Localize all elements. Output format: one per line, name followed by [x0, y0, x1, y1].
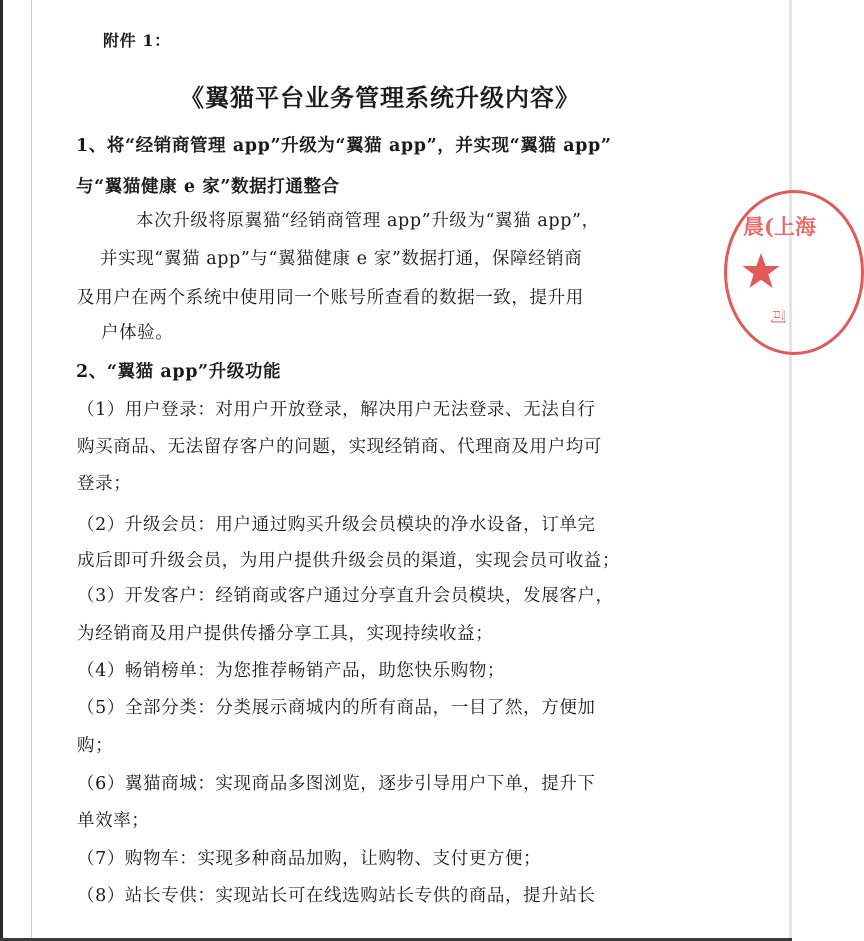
section1-body-line: 及用户在两个系统中使用同一个账号所查看的数据一致，提升用	[77, 288, 584, 308]
document-title: 《翼猫平台业务管理系统升级内容》	[180, 83, 580, 112]
section2-item-line: 购买商品、无法留存客户的问题，实现经销商、代理商及用户均可	[77, 437, 602, 457]
seal-star-icon	[741, 251, 781, 291]
section2-item-line: （6）翼猫商城：实现商品多图浏览，逐步引导用户下单，提升下	[77, 774, 596, 794]
section2-item-line: （4）畅销榜单：为您推荐畅销产品，助您快乐购物；	[77, 661, 506, 681]
page-margin-line	[31, 0, 32, 941]
seal-side-text: 司	[768, 308, 788, 325]
section2-item-line: （2）升级会员：用户通过购买升级会员模块的净水设备，订单完	[77, 515, 596, 535]
section2-item-line: （1）用户登录：对用户开放登录，解决用户无法登录、无法自行	[77, 400, 596, 420]
page-edge-right	[789, 0, 792, 941]
section2-item-line: 为经销商及用户提供传播分享工具，实现持续收益；	[77, 624, 494, 644]
section2-item-line: 成后即可升级会员，为用户提供升级会员的渠道，实现会员可收益；	[77, 551, 620, 571]
section2-item-line: （7）购物车：实现多种商品加购，让购物、支付更方便；	[77, 849, 542, 869]
section2-item-line: （3）开发客户：经销商或客户通过分享直升会员模块，发展客户，	[77, 586, 614, 606]
section2-item-line: 购；	[77, 736, 114, 756]
page-edge-left	[0, 0, 3, 941]
company-seal	[724, 190, 864, 355]
section1-body-line: 户体验。	[101, 323, 174, 343]
section2-item-line: 单效率；	[77, 811, 150, 831]
section2-item-line: （5）全部分类：分类展示商城内的所有商品，一目了然，方便加	[77, 698, 596, 718]
section1-heading-line1: 1、将“经销商管理 app”升级为“翼猫 app”，并实现“翼猫 app”	[76, 136, 612, 156]
section2-item-line: （8）站长专供：实现站长可在线选购站长专供的商品，提升站长	[77, 886, 596, 906]
section2-heading: 2、“翼猫 app”升级功能	[76, 362, 282, 382]
section2-item-line: 登录；	[77, 474, 132, 494]
section1-heading-line2: 与“翼猫健康 e 家”数据打通整合	[76, 177, 340, 197]
attachment-label: 附件 1：	[103, 31, 171, 50]
seal-text: 晨(上海	[743, 214, 816, 239]
section1-body-line: 并实现“翼猫 app”与“翼猫健康 e 家”数据打通，保障经销商	[100, 249, 583, 269]
section1-body-line: 本次升级将原翼猫“经销商管理 app”升级为“翼猫 app”，	[136, 211, 600, 231]
